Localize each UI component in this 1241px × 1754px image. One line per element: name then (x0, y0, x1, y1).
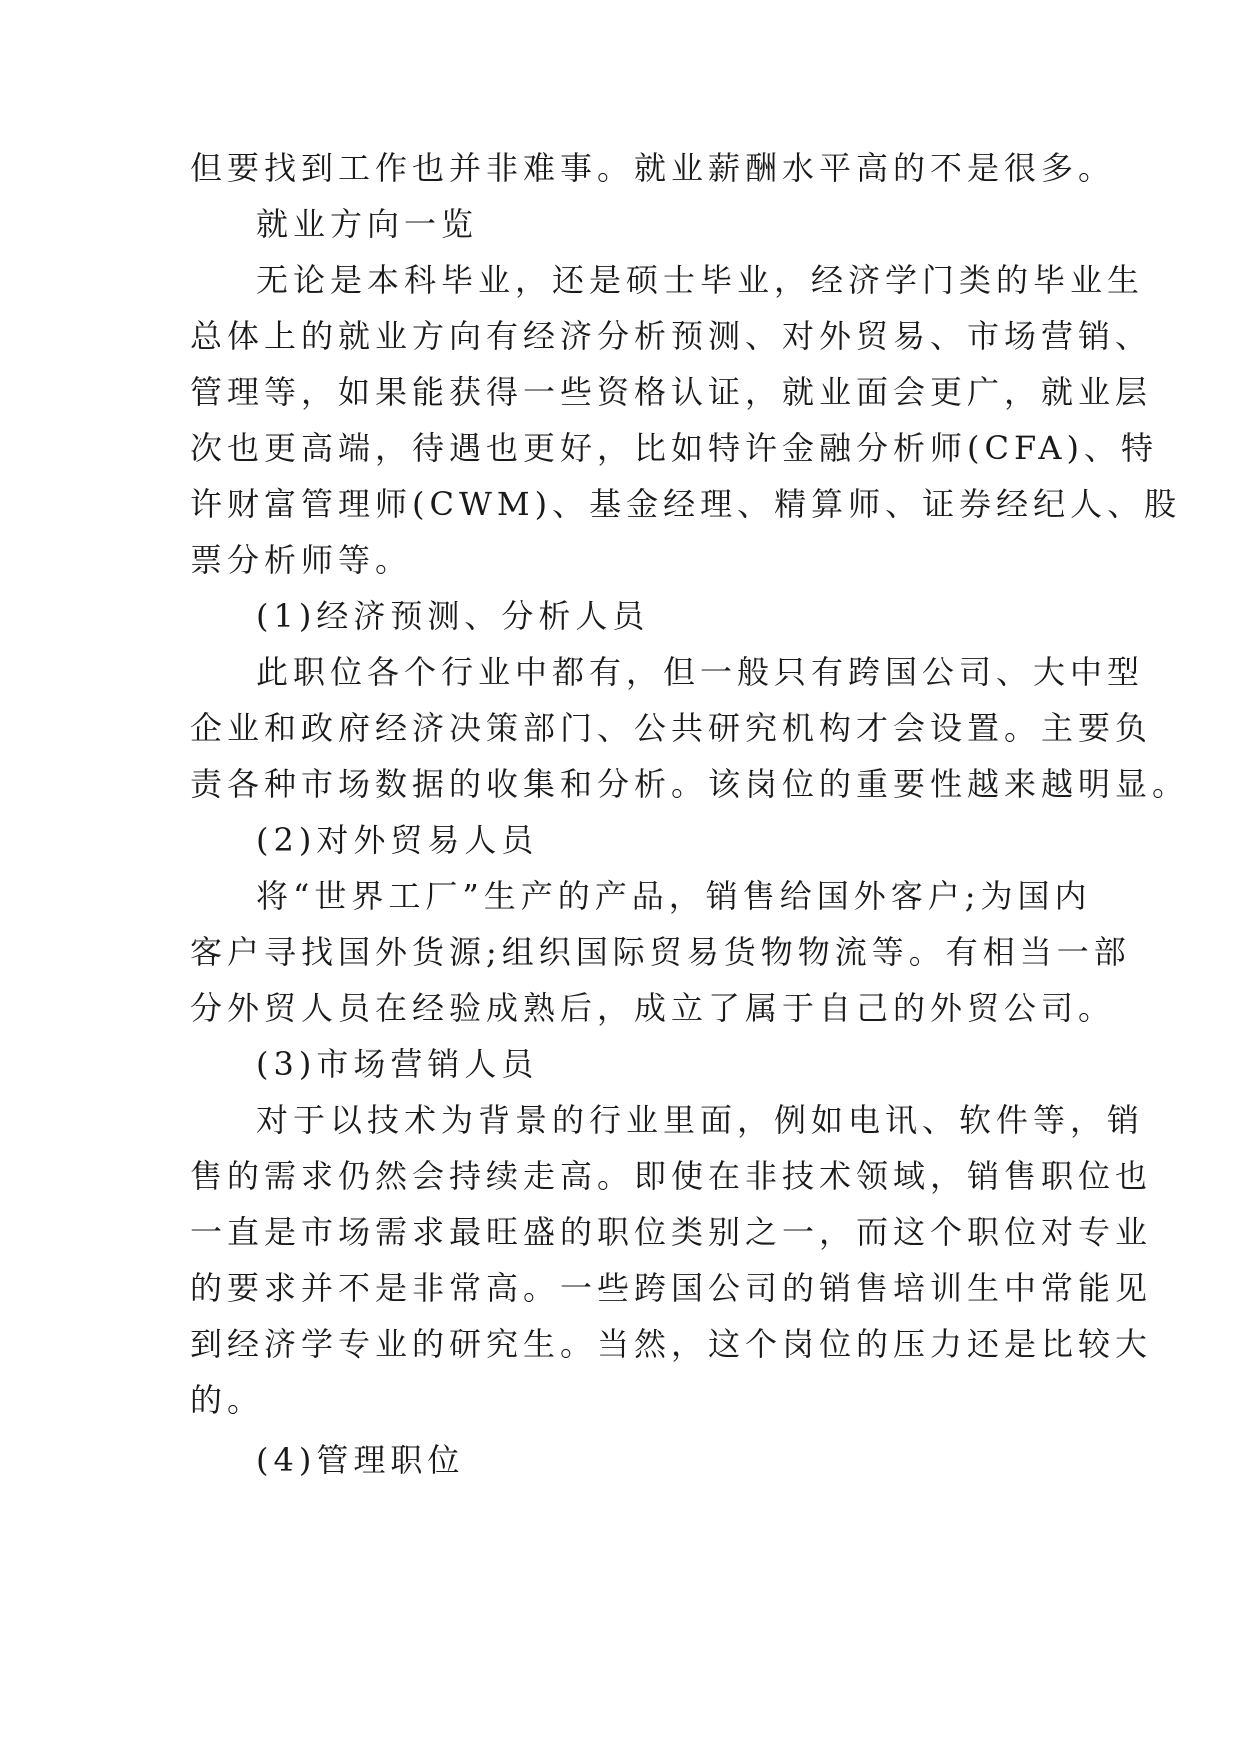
body-line: 分外贸人员在经验成熟后，成立了属于自己的外贸公司。 (190, 989, 1116, 1027)
body-line: 票分析师等。 (190, 541, 413, 579)
body-line: 的要求并不是非常高。一些跨国公司的销售培训生中常能见 (190, 1269, 1153, 1307)
body-line: 但要找到工作也并非难事。就业薪酬水平高的不是很多。 (190, 149, 1116, 187)
body-line: 次也更高端，待遇也更好，比如特许金融分析师(CFA)、特 (190, 429, 1158, 467)
body-line: 管理等，如果能获得一些资格认证，就业面会更广，就业层 (190, 373, 1153, 411)
body-line: 到经济学专业的研究生。当然，这个岗位的压力还是比较大 (190, 1325, 1153, 1363)
paragraph-first-line: 对于以技术为背景的行业里面，例如电讯、软件等，销 (256, 1101, 1145, 1139)
section-heading: 就业方向一览 (256, 205, 479, 243)
body-line: 一直是市场需求最旺盛的职位类别之一，而这个职位对专业 (190, 1213, 1153, 1251)
list-heading: (2)对外贸易人员 (256, 821, 539, 859)
paragraph-first-line: 此职位各个行业中都有，但一般只有跨国公司、大中型 (256, 653, 1145, 691)
body-line: 责各种市场数据的收集和分析。该岗位的重要性越来越明显。 (190, 765, 1190, 803)
body-line: 许财富管理师(CWM)、基金经理、精算师、证券经纪人、股 (190, 485, 1182, 523)
list-heading: (4)管理职位 (256, 1441, 465, 1479)
body-line: 企业和政府经济决策部门、公共研究机构才会设置。主要负 (190, 709, 1153, 747)
paragraph-first-line: 无论是本科毕业，还是硕士毕业，经济学门类的毕业生 (256, 261, 1145, 299)
body-line: 客户寻找国外货源;组织国际贸易货物物流等。有相当一部 (190, 933, 1131, 971)
paragraph-first-line: 将“世界工厂”生产的产品，销售给国外客户;为国内 (256, 877, 1092, 915)
list-heading: (1)经济预测、分析人员 (256, 597, 650, 635)
body-line: 总体上的就业方向有经济分析预测、对外贸易、市场营销、 (190, 317, 1153, 355)
body-line: 的。 (190, 1381, 265, 1419)
body-line: 售的需求仍然会持续走高。即使在非技术领域，销售职位也 (190, 1157, 1153, 1195)
list-heading: (3)市场营销人员 (256, 1045, 539, 1083)
